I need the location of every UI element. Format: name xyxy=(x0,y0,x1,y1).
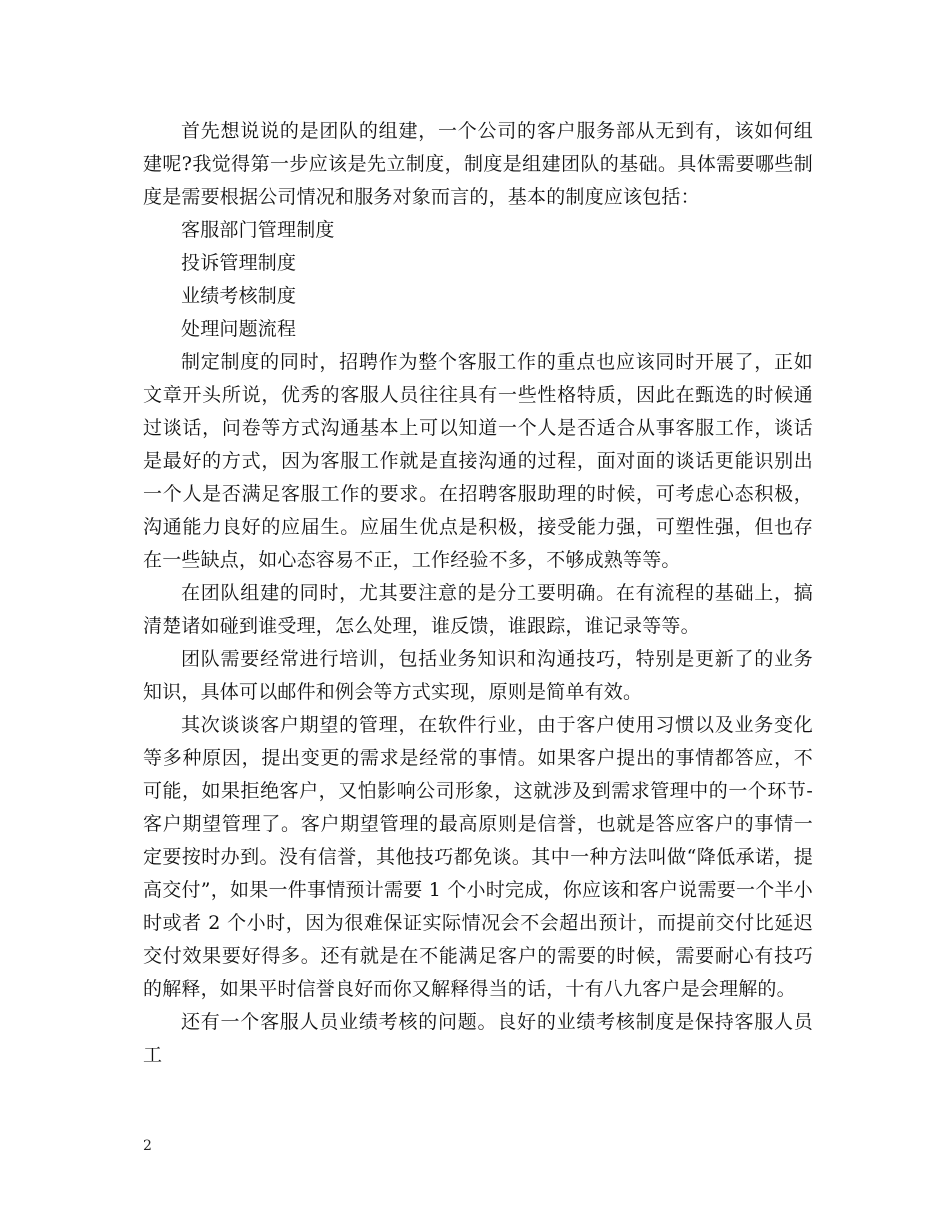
paragraph-expectation-management: 其次谈谈客户期望的管理，在软件行业，由于客户使用习惯以及业务变化等多种原因，提出变更的需求是经常的事情。如果客户提出的事情都答应，不可能，如果拒绝客户，又怕影响公司形象，这就涉及到需求管理中的一个环节-客户期望管理了。客户期望管理的最高原则是信誉，也就是答应客户的事情一定要按时办到。没有信誉，其他技巧都免谈。其中一种方法叫做“降低承诺，提高交付”，如果一件事情预计需要 1 个小时完成，你应该和客户说需要一个半小时或者 2 个小时，因为很难保证实际情况会不会超出预计，而提前交付比延迟交付效果要好得多。还有就是在不能满足客户的需要的时候，需要耐心有技巧的解释，如果平时信誉良好而你又解释得当的话，十有八九客户是会理解的。 xyxy=(143,714,813,1000)
paragraph-division-of-labor: 在团队组建的同时，尤其要注意的是分工要明确。在有流程的基础上，搞清楚诸如碰到谁受理，怎么处理，谁反馈，谁跟踪，谁记录等等。 xyxy=(143,582,813,637)
list-item-performance-review: 业绩考核制度 xyxy=(181,285,297,307)
document-body xyxy=(143,115,813,1072)
paragraph-recruitment: 制定制度的同时，招聘作为整个客服工作的重点也应该同时开展了，正如文章开头所说，优秀的客服人员往往具有一些性格特质，因此在甄选的时候通过谈话，问卷等方式沟通基本上可以知道一个人是否适合从事客服工作，谈话是最好的方式，因为客服工作就是直接沟通的过程，面对面的谈话更能识别出一个人是否满足客服工作的要求。在招聘客服助理的时候，可考虑心态积极，沟通能力良好的应届生。应届生优点是积极，接受能力强，可塑性强，但也存在一些缺点，如心态容易不正，工作经验不多，不够成熟等等。 xyxy=(143,351,813,571)
list-item-problem-process: 处理问题流程 xyxy=(181,318,297,340)
list-item-department-management: 客服部门管理制度 xyxy=(181,219,335,241)
paragraph-training: 团队需要经常进行培训，包括业务知识和沟通技巧，特别是更新了的业务知识，具体可以邮件和例会等方式实现，原则是简单有效。 xyxy=(143,648,813,703)
list-item-complaint-management: 投诉管理制度 xyxy=(181,252,297,274)
paragraph-performance-review: 还有一个客服人员业绩考核的问题。良好的业绩考核制度是保持客服人员工 xyxy=(143,1011,813,1066)
page-number: 2 xyxy=(143,1138,152,1154)
paragraph-team-building: 首先想说说的是团队的组建，一个公司的客户服务部从无到有，该如何组建呢?我觉得第一步应该是先立制度，制度是组建团队的基础。具体需要哪些制度是需要根据公司情况和服务对象而言的，基本的制度应该包括： xyxy=(143,120,813,208)
